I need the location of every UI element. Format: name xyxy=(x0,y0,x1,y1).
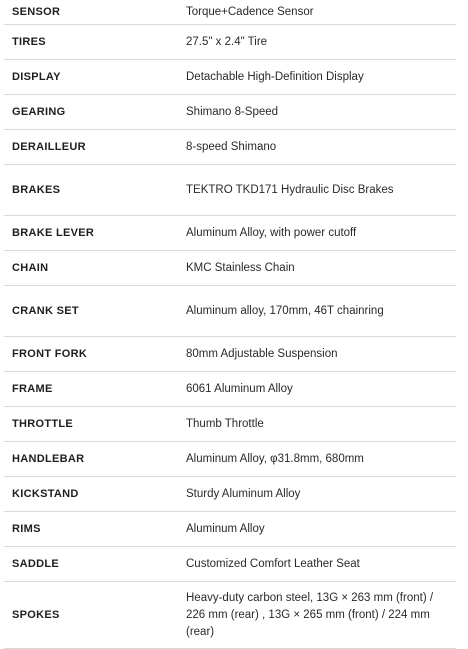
spec-value: 6061 Aluminum Alloy xyxy=(186,372,456,407)
spec-name: BRAKES xyxy=(4,165,186,216)
spec-row-kickstand xyxy=(4,477,456,512)
spec-name: SPOKES xyxy=(4,582,186,649)
spec-value: 27.5" x 2.4" Tire xyxy=(186,25,456,60)
spec-value: KMC Stainless Chain xyxy=(186,251,456,286)
spec-row-brake-lever xyxy=(4,216,456,251)
spec-name: DISPLAY xyxy=(4,60,186,95)
spec-row-spokes xyxy=(4,582,456,649)
spec-value: Aluminum Alloy, φ31.8mm, 680mm xyxy=(186,442,456,477)
spec-name: FRAME xyxy=(4,372,186,407)
spec-name: TIRES xyxy=(4,25,186,60)
spec-name: GEARING xyxy=(4,95,186,130)
spec-name: CHAIN xyxy=(4,251,186,286)
spec-value: Aluminum alloy, 170mm, 46T chainring xyxy=(186,286,456,337)
spec-row-gearing xyxy=(4,95,456,130)
spec-value: Aluminum Alloy, with power cutoff xyxy=(186,216,456,251)
spec-value: Detachable High-Definition Display xyxy=(186,60,456,95)
spec-value: 8-speed Shimano xyxy=(186,130,456,165)
spec-value: TEKTRO TKD171 Hydraulic Disc Brakes xyxy=(186,165,456,216)
spec-row-front-fork xyxy=(4,337,456,372)
spec-row-chain xyxy=(4,251,456,286)
spec-table xyxy=(4,0,456,649)
spec-row-brakes xyxy=(4,165,456,216)
spec-value: Torque+Cadence Sensor xyxy=(186,0,456,25)
spec-name: SADDLE xyxy=(4,547,186,582)
spec-name: CRANK SET xyxy=(4,286,186,337)
spec-name: SENSOR xyxy=(4,0,186,25)
spec-name: THROTTLE xyxy=(4,407,186,442)
spec-row-frame xyxy=(4,372,456,407)
spec-row-display xyxy=(4,60,456,95)
spec-row-handlebar xyxy=(4,442,456,477)
spec-name: HANDLEBAR xyxy=(4,442,186,477)
spec-row-saddle xyxy=(4,547,456,582)
spec-name: DERAILLEUR xyxy=(4,130,186,165)
spec-name: FRONT FORK xyxy=(4,337,186,372)
spec-value: Aluminum Alloy xyxy=(186,512,456,547)
spec-row-throttle xyxy=(4,407,456,442)
spec-value: Heavy-duty carbon steel, 13G × 263 mm (front) / 226 mm (rear) , 13G × 265 mm (front) / 224 mm (rear) xyxy=(186,582,456,649)
spec-value: Sturdy Aluminum Alloy xyxy=(186,477,456,512)
spec-name: RIMS xyxy=(4,512,186,547)
spec-value: Shimano 8-Speed xyxy=(186,95,456,130)
spec-row-crank-set xyxy=(4,286,456,337)
spec-row-tires xyxy=(4,25,456,60)
spec-row-derailleur xyxy=(4,130,456,165)
spec-value: Customized Comfort Leather Seat xyxy=(186,547,456,582)
spec-row-rims xyxy=(4,512,456,547)
spec-name: KICKSTAND xyxy=(4,477,186,512)
spec-value: 80mm Adjustable Suspension xyxy=(186,337,456,372)
spec-row-sensor xyxy=(4,0,456,25)
spec-name: BRAKE LEVER xyxy=(4,216,186,251)
spec-value: Thumb Throttle xyxy=(186,407,456,442)
